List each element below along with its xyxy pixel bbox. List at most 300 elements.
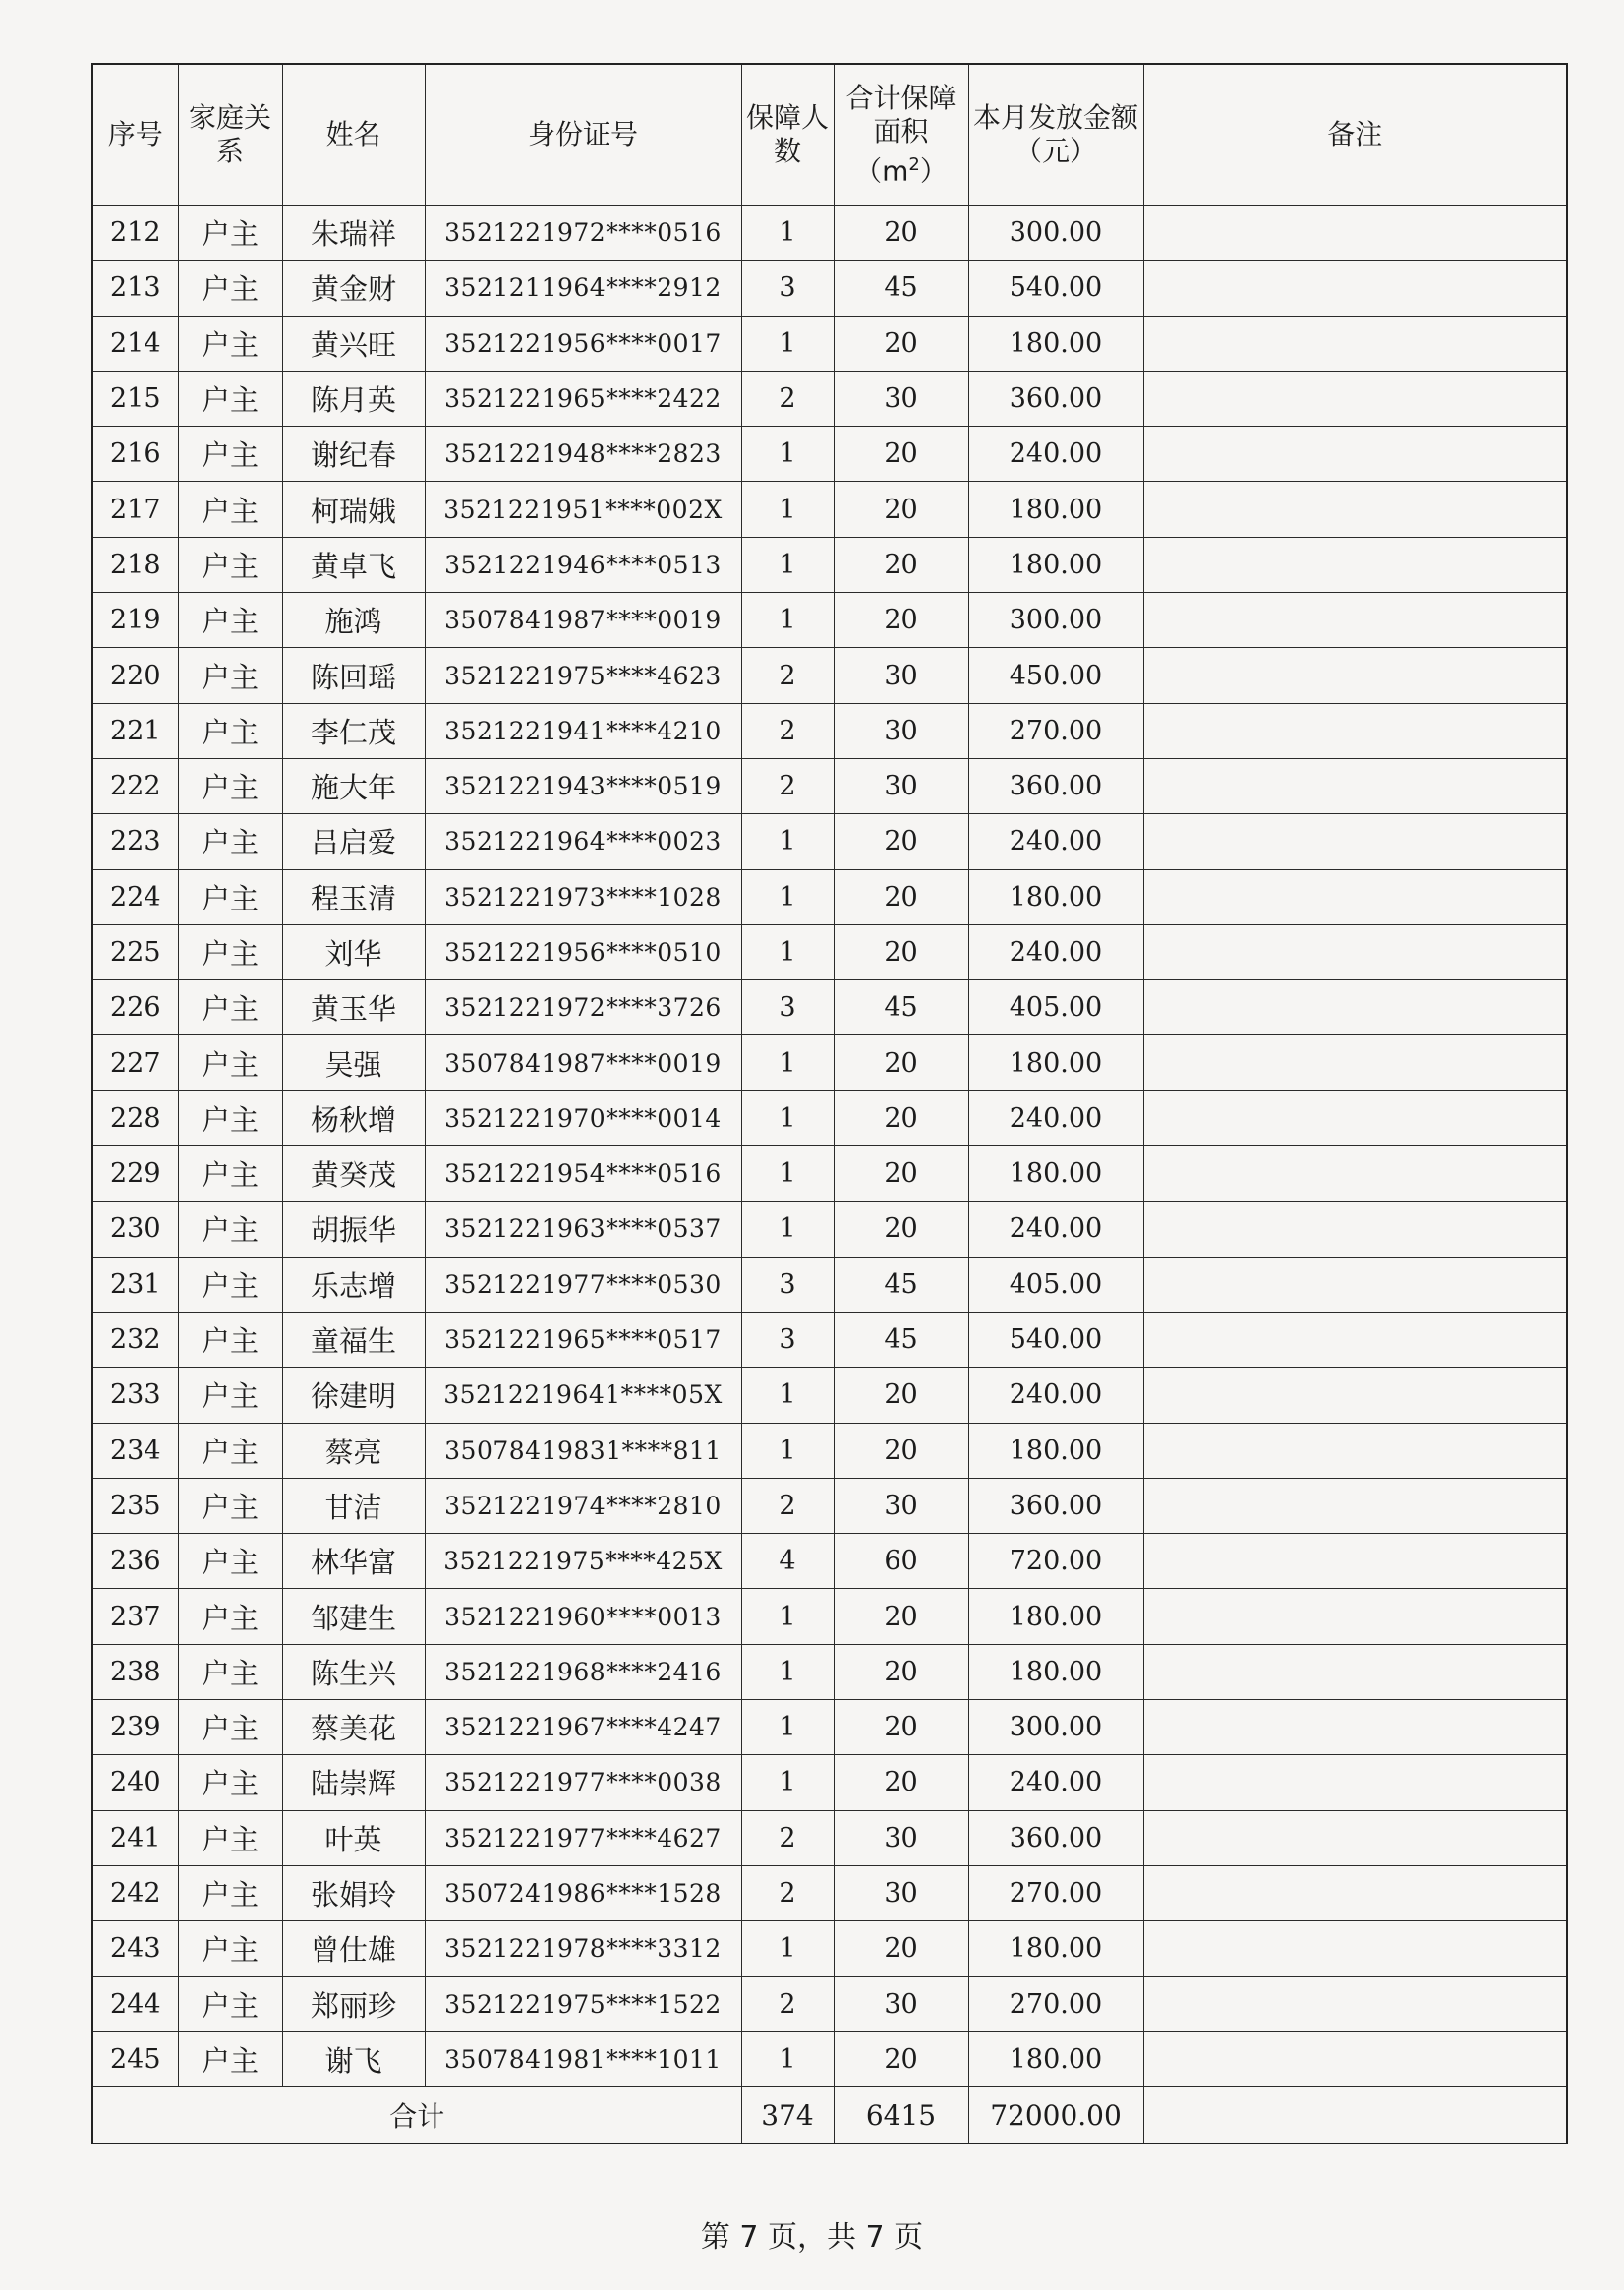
cell-id-number: 3521221975****425X	[425, 1534, 741, 1589]
cell-remark	[1143, 1589, 1567, 1644]
cell-seq: 244	[92, 1976, 178, 2031]
cell-id-number: 3521221967****4247	[425, 1700, 741, 1755]
cell-area: 20	[834, 316, 968, 371]
cell-name: 谢纪春	[282, 427, 425, 482]
table-row	[92, 1810, 1567, 1865]
cell-seq: 236	[92, 1534, 178, 1589]
cell-amount: 300.00	[968, 1700, 1143, 1755]
cell-relation: 户主	[178, 593, 282, 648]
table-row	[92, 758, 1567, 813]
cell-area: 20	[834, 869, 968, 924]
table-row	[92, 648, 1567, 703]
cell-amount: 540.00	[968, 261, 1143, 316]
table-row	[92, 1368, 1567, 1423]
cell-remark	[1143, 1865, 1567, 1920]
cell-persons: 1	[741, 1700, 834, 1755]
header-seq: 序号	[92, 64, 178, 206]
header-area	[834, 64, 968, 206]
cell-remark	[1143, 593, 1567, 648]
table-header	[92, 64, 1567, 206]
cell-name: 陈回瑶	[282, 648, 425, 703]
table-row	[92, 427, 1567, 482]
cell-amount: 180.00	[968, 869, 1143, 924]
cell-persons: 2	[741, 648, 834, 703]
cell-name: 施鸿	[282, 593, 425, 648]
cell-id-number: 3521221954****0516	[425, 1146, 741, 1202]
cell-area: 20	[834, 482, 968, 537]
cell-name: 张娟玲	[282, 1865, 425, 1920]
cell-persons: 2	[741, 1478, 834, 1533]
table-row	[92, 371, 1567, 426]
cell-remark	[1143, 427, 1567, 482]
cell-seq: 235	[92, 1478, 178, 1533]
cell-seq: 240	[92, 1755, 178, 1810]
cell-remark	[1143, 1921, 1567, 1976]
table-row	[92, 1423, 1567, 1478]
cell-relation: 户主	[178, 371, 282, 426]
cell-persons: 1	[741, 2031, 834, 2086]
cell-seq: 217	[92, 482, 178, 537]
table-row	[92, 482, 1567, 537]
table-row	[92, 1644, 1567, 1699]
cell-seq: 237	[92, 1589, 178, 1644]
cell-persons: 2	[741, 1810, 834, 1865]
cell-seq: 220	[92, 648, 178, 703]
cell-amount: 240.00	[968, 1368, 1143, 1423]
cell-relation: 户主	[178, 1202, 282, 1257]
cell-id-number: 3521221977****0038	[425, 1755, 741, 1810]
cell-name: 程玉清	[282, 869, 425, 924]
cell-amount: 180.00	[968, 482, 1143, 537]
cell-remark	[1143, 1755, 1567, 1810]
header-persons: 保障人数	[741, 64, 834, 206]
cell-seq: 212	[92, 206, 178, 261]
header-name: 姓名	[282, 64, 425, 206]
table-row	[92, 1921, 1567, 1976]
cell-relation: 户主	[178, 814, 282, 869]
cell-relation: 户主	[178, 1644, 282, 1699]
cell-seq: 224	[92, 869, 178, 924]
cell-area: 20	[834, 814, 968, 869]
cell-remark	[1143, 703, 1567, 758]
cell-remark	[1143, 1534, 1567, 1589]
table-row	[92, 1312, 1567, 1367]
cell-area: 30	[834, 648, 968, 703]
cell-relation: 户主	[178, 261, 282, 316]
cell-amount: 180.00	[968, 316, 1143, 371]
cell-name: 李仁茂	[282, 703, 425, 758]
table-row	[92, 814, 1567, 869]
cell-relation: 户主	[178, 537, 282, 592]
cell-seq: 239	[92, 1700, 178, 1755]
cell-remark	[1143, 1368, 1567, 1423]
cell-persons: 2	[741, 371, 834, 426]
cell-remark	[1143, 206, 1567, 261]
cell-amount: 360.00	[968, 371, 1143, 426]
cell-remark	[1143, 1644, 1567, 1699]
cell-relation: 户主	[178, 316, 282, 371]
cell-persons: 2	[741, 1976, 834, 2031]
table-row	[92, 1478, 1567, 1533]
cell-relation: 户主	[178, 427, 282, 482]
cell-remark	[1143, 261, 1567, 316]
cell-id-number: 3521221963****0537	[425, 1202, 741, 1257]
cell-persons: 2	[741, 758, 834, 813]
cell-seq: 243	[92, 1921, 178, 1976]
cell-relation: 户主	[178, 1589, 282, 1644]
cell-remark	[1143, 2031, 1567, 2086]
cell-area: 30	[834, 1478, 968, 1533]
cell-persons: 3	[741, 261, 834, 316]
cell-relation: 户主	[178, 648, 282, 703]
cell-seq: 214	[92, 316, 178, 371]
cell-id-number: 3521221975****1522	[425, 1976, 741, 2031]
cell-amount: 270.00	[968, 1976, 1143, 2031]
cell-name: 叶英	[282, 1810, 425, 1865]
cell-remark	[1143, 980, 1567, 1035]
cell-persons: 3	[741, 1312, 834, 1367]
cell-amount: 180.00	[968, 1146, 1143, 1202]
table-row	[92, 316, 1567, 371]
cell-id-number: 3521221941****4210	[425, 703, 741, 758]
total-label: 合计	[92, 2087, 741, 2144]
cell-seq: 228	[92, 1090, 178, 1145]
cell-area: 20	[834, 1368, 968, 1423]
cell-name: 黄金财	[282, 261, 425, 316]
table-row	[92, 1976, 1567, 2031]
cell-persons: 1	[741, 593, 834, 648]
table-row	[92, 261, 1567, 316]
cell-id-number: 3521221956****0017	[425, 316, 741, 371]
cell-amount: 240.00	[968, 427, 1143, 482]
cell-amount: 180.00	[968, 1035, 1143, 1090]
cell-relation: 户主	[178, 1035, 282, 1090]
table-body	[92, 206, 1567, 2087]
cell-area: 30	[834, 1976, 968, 2031]
cell-name: 林华富	[282, 1534, 425, 1589]
cell-name: 曾仕雄	[282, 1921, 425, 1976]
cell-persons: 1	[741, 206, 834, 261]
cell-area: 30	[834, 1865, 968, 1920]
cell-amount: 360.00	[968, 758, 1143, 813]
cell-remark	[1143, 1976, 1567, 2031]
header-id-number: 身份证号	[425, 64, 741, 206]
cell-name: 黄玉华	[282, 980, 425, 1035]
cell-id-number: 3507841981****1011	[425, 2031, 741, 2086]
cell-remark	[1143, 371, 1567, 426]
cell-amount: 180.00	[968, 1921, 1143, 1976]
cell-remark	[1143, 1257, 1567, 1312]
cell-amount: 360.00	[968, 1478, 1143, 1533]
cell-name: 陆崇辉	[282, 1755, 425, 1810]
cell-id-number: 3507841987****0019	[425, 1035, 741, 1090]
cell-name: 陈生兴	[282, 1644, 425, 1699]
cell-remark	[1143, 537, 1567, 592]
cell-id-number: 3521221978****3312	[425, 1921, 741, 1976]
table-row	[92, 1755, 1567, 1810]
cell-relation: 户主	[178, 206, 282, 261]
cell-persons: 3	[741, 980, 834, 1035]
table-row	[92, 980, 1567, 1035]
cell-id-number: 3521221965****0517	[425, 1312, 741, 1367]
cell-name: 郑丽珍	[282, 1976, 425, 2031]
cell-id-number: 3521221946****0513	[425, 537, 741, 592]
cell-area: 20	[834, 537, 968, 592]
cell-area: 20	[834, 1644, 968, 1699]
cell-amount: 300.00	[968, 593, 1143, 648]
cell-persons: 2	[741, 703, 834, 758]
cell-id-number: 3521221948****2823	[425, 427, 741, 482]
header-area-label: 合计保障面积（m	[845, 81, 957, 188]
cell-id-number: 3521221977****4627	[425, 1810, 741, 1865]
cell-relation: 户主	[178, 1921, 282, 1976]
cell-relation: 户主	[178, 1700, 282, 1755]
cell-seq: 227	[92, 1035, 178, 1090]
cell-relation: 户主	[178, 1755, 282, 1810]
cell-relation: 户主	[178, 1090, 282, 1145]
cell-persons: 1	[741, 427, 834, 482]
header-remark: 备注	[1143, 64, 1567, 206]
cell-name: 吕启爱	[282, 814, 425, 869]
cell-seq: 232	[92, 1312, 178, 1367]
cell-id-number: 3521221960****0013	[425, 1589, 741, 1644]
cell-remark	[1143, 869, 1567, 924]
header-area-unit-sup: 2	[908, 153, 920, 175]
table-row	[92, 703, 1567, 758]
cell-name: 杨秋增	[282, 1090, 425, 1145]
subsidy-table	[91, 63, 1568, 2144]
cell-amount: 405.00	[968, 980, 1143, 1035]
cell-name: 朱瑞祥	[282, 206, 425, 261]
cell-persons: 1	[741, 1090, 834, 1145]
cell-remark	[1143, 1146, 1567, 1202]
cell-amount: 360.00	[968, 1810, 1143, 1865]
table-row	[92, 924, 1567, 979]
cell-area: 20	[834, 1202, 968, 1257]
cell-seq: 215	[92, 371, 178, 426]
total-row	[92, 2087, 1567, 2144]
cell-persons: 1	[741, 537, 834, 592]
cell-remark	[1143, 924, 1567, 979]
cell-amount: 240.00	[968, 814, 1143, 869]
cell-persons: 1	[741, 482, 834, 537]
cell-persons: 1	[741, 1202, 834, 1257]
cell-amount: 180.00	[968, 1589, 1143, 1644]
cell-relation: 户主	[178, 1976, 282, 2031]
cell-seq: 234	[92, 1423, 178, 1478]
cell-area: 20	[834, 1755, 968, 1810]
cell-relation: 户主	[178, 703, 282, 758]
cell-persons: 1	[741, 1589, 834, 1644]
cell-seq: 216	[92, 427, 178, 482]
cell-amount: 180.00	[968, 537, 1143, 592]
table-row	[92, 537, 1567, 592]
cell-relation: 户主	[178, 1257, 282, 1312]
cell-id-number: 3521221974****2810	[425, 1478, 741, 1533]
cell-remark	[1143, 316, 1567, 371]
cell-id-number: 3521221972****3726	[425, 980, 741, 1035]
cell-id-number: 3521221951****002X	[425, 482, 741, 537]
cell-name: 谢飞	[282, 2031, 425, 2086]
cell-relation: 户主	[178, 758, 282, 813]
cell-remark	[1143, 1478, 1567, 1533]
cell-area: 20	[834, 593, 968, 648]
cell-seq: 238	[92, 1644, 178, 1699]
cell-area: 45	[834, 1257, 968, 1312]
cell-name: 陈月英	[282, 371, 425, 426]
table-row	[92, 206, 1567, 261]
cell-id-number: 3521221964****0023	[425, 814, 741, 869]
cell-id-number: 3507841987****0019	[425, 593, 741, 648]
cell-seq: 245	[92, 2031, 178, 2086]
cell-id-number: 3521221970****0014	[425, 1090, 741, 1145]
cell-id-number: 3521221956****0510	[425, 924, 741, 979]
cell-area: 20	[834, 1423, 968, 1478]
cell-persons: 2	[741, 1865, 834, 1920]
table-row	[92, 1202, 1567, 1257]
cell-relation: 户主	[178, 1423, 282, 1478]
cell-seq: 230	[92, 1202, 178, 1257]
cell-area: 20	[834, 2031, 968, 2086]
cell-amount: 720.00	[968, 1534, 1143, 1589]
cell-area: 30	[834, 1810, 968, 1865]
cell-name: 乐志增	[282, 1257, 425, 1312]
cell-seq: 225	[92, 924, 178, 979]
cell-area: 20	[834, 427, 968, 482]
total-persons: 374	[741, 2087, 834, 2144]
cell-area: 20	[834, 206, 968, 261]
cell-seq: 226	[92, 980, 178, 1035]
cell-id-number: 3521221968****2416	[425, 1644, 741, 1699]
cell-name: 施大年	[282, 758, 425, 813]
cell-area: 20	[834, 1146, 968, 1202]
cell-persons: 1	[741, 869, 834, 924]
cell-relation: 户主	[178, 1865, 282, 1920]
cell-area: 20	[834, 924, 968, 979]
cell-amount: 450.00	[968, 648, 1143, 703]
cell-persons: 1	[741, 1755, 834, 1810]
cell-id-number: 3521221973****1028	[425, 869, 741, 924]
cell-seq: 223	[92, 814, 178, 869]
cell-remark	[1143, 814, 1567, 869]
cell-area: 20	[834, 1035, 968, 1090]
cell-relation: 户主	[178, 1810, 282, 1865]
cell-remark	[1143, 648, 1567, 703]
cell-id-number: 3521221943****0519	[425, 758, 741, 813]
cell-amount: 180.00	[968, 1644, 1143, 1699]
table-row	[92, 1700, 1567, 1755]
cell-name: 黄癸茂	[282, 1146, 425, 1202]
cell-area: 20	[834, 1700, 968, 1755]
header-area-close: ）	[919, 154, 948, 188]
cell-remark	[1143, 482, 1567, 537]
cell-id-number: 3521221977****0530	[425, 1257, 741, 1312]
cell-relation: 户主	[178, 1478, 282, 1533]
cell-id-number: 3521211964****2912	[425, 261, 741, 316]
cell-relation: 户主	[178, 1368, 282, 1423]
cell-amount: 540.00	[968, 1312, 1143, 1367]
cell-id-number: 3521221965****2422	[425, 371, 741, 426]
total-remark	[1143, 2087, 1567, 2144]
cell-area: 45	[834, 261, 968, 316]
cell-seq: 221	[92, 703, 178, 758]
cell-area: 45	[834, 980, 968, 1035]
cell-persons: 1	[741, 1921, 834, 1976]
cell-id-number: 3507241986****1528	[425, 1865, 741, 1920]
cell-seq: 229	[92, 1146, 178, 1202]
cell-area: 30	[834, 703, 968, 758]
cell-remark	[1143, 1090, 1567, 1145]
cell-relation: 户主	[178, 1312, 282, 1367]
cell-name: 甘洁	[282, 1478, 425, 1533]
cell-relation: 户主	[178, 1534, 282, 1589]
table-row	[92, 869, 1567, 924]
cell-id-number: 3521221972****0516	[425, 206, 741, 261]
cell-relation: 户主	[178, 2031, 282, 2086]
cell-relation: 户主	[178, 1146, 282, 1202]
cell-name: 柯瑞娥	[282, 482, 425, 537]
cell-amount: 240.00	[968, 1202, 1143, 1257]
cell-seq: 242	[92, 1865, 178, 1920]
cell-area: 20	[834, 1589, 968, 1644]
cell-amount: 180.00	[968, 2031, 1143, 2086]
cell-area: 30	[834, 758, 968, 813]
total-amount: 72000.00	[968, 2087, 1143, 2144]
cell-seq: 231	[92, 1257, 178, 1312]
cell-amount: 180.00	[968, 1423, 1143, 1478]
table-row	[92, 1534, 1567, 1589]
page-number: 第 7 页，共 7 页	[700, 2220, 924, 2255]
header-relation: 家庭关系	[178, 64, 282, 206]
cell-relation: 户主	[178, 924, 282, 979]
cell-persons: 1	[741, 1035, 834, 1090]
cell-persons: 1	[741, 316, 834, 371]
table-row	[92, 1257, 1567, 1312]
cell-remark	[1143, 1202, 1567, 1257]
cell-name: 邹建生	[282, 1589, 425, 1644]
cell-name: 黄卓飞	[282, 537, 425, 592]
cell-persons: 4	[741, 1534, 834, 1589]
cell-amount: 240.00	[968, 1755, 1143, 1810]
table-row	[92, 1589, 1567, 1644]
cell-seq: 218	[92, 537, 178, 592]
header-amount: 本月发放金额（元）	[968, 64, 1143, 206]
cell-name: 徐建明	[282, 1368, 425, 1423]
cell-name: 蔡美花	[282, 1700, 425, 1755]
cell-amount: 240.00	[968, 924, 1143, 979]
table-row	[92, 1035, 1567, 1090]
cell-seq: 241	[92, 1810, 178, 1865]
cell-name: 蔡亮	[282, 1423, 425, 1478]
cell-seq: 213	[92, 261, 178, 316]
cell-persons: 1	[741, 1146, 834, 1202]
cell-remark	[1143, 1423, 1567, 1478]
cell-persons: 1	[741, 814, 834, 869]
cell-persons: 1	[741, 1644, 834, 1699]
cell-persons: 1	[741, 1368, 834, 1423]
total-area: 6415	[834, 2087, 968, 2144]
table-row	[92, 1146, 1567, 1202]
cell-seq: 233	[92, 1368, 178, 1423]
cell-name: 黄兴旺	[282, 316, 425, 371]
cell-seq: 222	[92, 758, 178, 813]
cell-remark	[1143, 758, 1567, 813]
cell-amount: 240.00	[968, 1090, 1143, 1145]
cell-name: 胡振华	[282, 1202, 425, 1257]
cell-name: 童福生	[282, 1312, 425, 1367]
cell-name: 刘华	[282, 924, 425, 979]
cell-id-number: 3521221975****4623	[425, 648, 741, 703]
